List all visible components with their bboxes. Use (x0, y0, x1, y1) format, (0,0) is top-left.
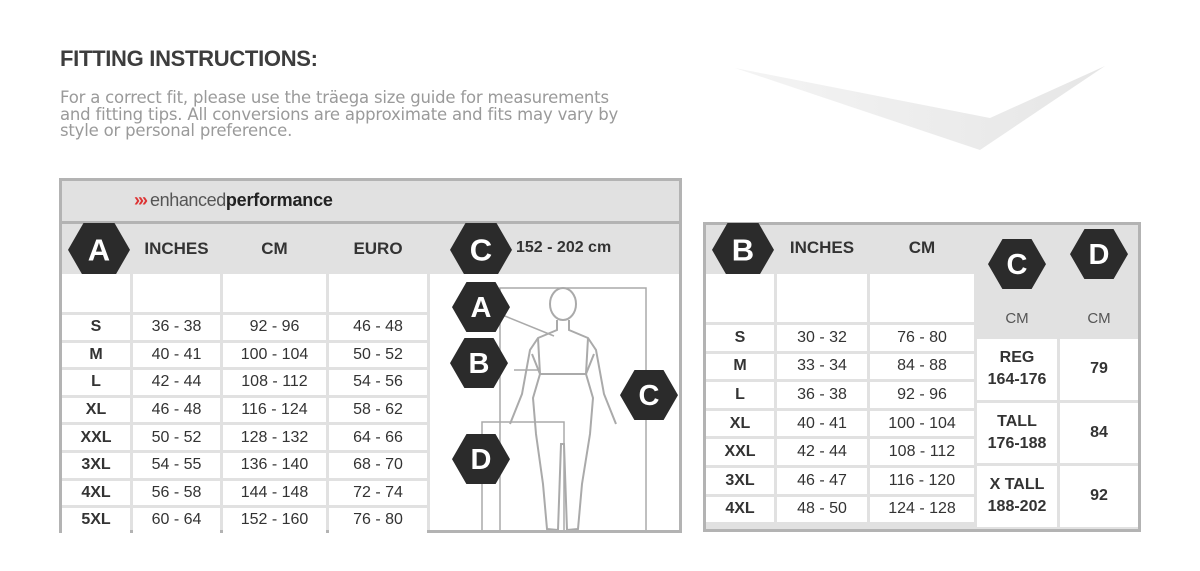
size-label: XL (706, 411, 774, 437)
inseam-value: 92 (1060, 466, 1138, 527)
intro-line-1: For a correct fit, please use the träega size guide for measurements (60, 88, 609, 107)
cm-value: 116 - 124 (223, 398, 326, 423)
inches-value: 48 - 50 (777, 497, 867, 523)
spacer-cell (133, 274, 220, 312)
size-label: 3XL (62, 453, 130, 478)
intro-text (60, 90, 700, 140)
column-header-euro: EURO (329, 227, 427, 271)
column-header-inches: INCHES (777, 225, 867, 271)
figure-badge-c-icon (620, 370, 678, 420)
figure-badge-b-icon (450, 338, 508, 388)
cm-value: 100 - 104 (870, 411, 974, 437)
column-header-cm: CM (223, 227, 326, 271)
inches-value: 36 - 38 (133, 315, 220, 340)
cm-value: 100 - 104 (223, 343, 326, 368)
cm-value: 116 - 120 (870, 468, 974, 494)
cm-value: 128 - 132 (223, 425, 326, 450)
intro-line-3: style or personal preference. (60, 121, 293, 140)
badge-a-icon (68, 223, 130, 277)
euro-value: 68 - 70 (329, 453, 427, 478)
intro-line-2: and fitting tips. All conversions are approximate and fits may vary by (60, 104, 619, 124)
size-label: 5XL (62, 508, 130, 533)
cm-value: 92 - 96 (870, 382, 974, 408)
size-label: XXL (706, 439, 774, 465)
euro-value: 76 - 80 (329, 508, 427, 533)
brand-light-text: enhanced (149, 190, 226, 210)
figure-badge-b-icon-letter: B (468, 347, 490, 380)
size-label: M (62, 343, 130, 368)
leg-length-cell (977, 403, 1057, 464)
inseam-value: 84 (1060, 403, 1138, 464)
brand-banner (62, 181, 679, 224)
unit-cm-c: CM (1005, 309, 1029, 327)
inches-value: 40 - 41 (133, 343, 220, 368)
cm-value: 124 - 128 (870, 497, 974, 523)
inches-value: 40 - 41 (777, 411, 867, 437)
badge-c-icon-letter: C (469, 232, 493, 268)
badge-d-icon (1070, 229, 1128, 279)
euro-value: 58 - 62 (329, 398, 427, 423)
cm-value: 108 - 112 (223, 370, 326, 395)
spacer-cell (870, 274, 974, 322)
inches-value: 30 - 32 (777, 325, 867, 351)
column-header-inches: INCHES (133, 227, 220, 271)
euro-value: 46 - 48 (329, 315, 427, 340)
size-label: 3XL (706, 468, 774, 494)
inches-value: 36 - 38 (777, 382, 867, 408)
euro-value: 64 - 66 (329, 425, 427, 450)
inseam-value: 79 (1060, 339, 1138, 400)
badge-c-icon (450, 223, 512, 277)
inches-value: 50 - 52 (133, 425, 220, 450)
inches-value: 54 - 55 (133, 453, 220, 478)
leg-length-cell (977, 466, 1057, 527)
size-label: XXL (62, 425, 130, 450)
cm-value: 108 - 112 (870, 439, 974, 465)
length-label: TALL (997, 412, 1037, 430)
length-label: X TALL (989, 476, 1045, 494)
cm-value: 136 - 140 (223, 453, 326, 478)
spacer-cell (223, 274, 326, 312)
spacer-cell (777, 274, 867, 322)
cm-value: 76 - 80 (870, 325, 974, 351)
euro-value: 54 - 56 (329, 370, 427, 395)
column-header-cm: CM (870, 225, 974, 271)
badge-a-icon-letter: A (87, 232, 111, 268)
height-range: 152 - 202 cm (516, 239, 612, 256)
figure-badge-c-icon-letter: C (638, 379, 660, 412)
size-label: L (62, 370, 130, 395)
size-label: S (706, 325, 774, 351)
figure-badge-a-icon-letter: A (470, 291, 492, 324)
badge-d-icon-letter: D (1088, 238, 1110, 271)
chevron-icon: ››› (134, 190, 146, 210)
size-label: 4XL (62, 481, 130, 506)
badge-b-icon (712, 223, 774, 277)
spacer-cell (62, 274, 130, 312)
badge-c-right-icon-letter: C (1006, 248, 1028, 281)
inches-value: 33 - 34 (777, 354, 867, 380)
figure-badge-d-icon (452, 434, 510, 484)
page-title: FITTING INSTRUCTIONS: (60, 46, 318, 71)
euro-value: 50 - 52 (329, 343, 427, 368)
badge-c-right-icon (988, 239, 1046, 289)
length-range: 188-202 (987, 498, 1047, 516)
spacer-cell (329, 274, 427, 312)
unit-cm-d: CM (1087, 309, 1111, 327)
euro-value: 72 - 74 (329, 481, 427, 506)
length-range: 164-176 (987, 371, 1047, 389)
cm-value: 92 - 96 (223, 315, 326, 340)
size-label: 4XL (706, 497, 774, 523)
cm-value: 152 - 160 (223, 508, 326, 533)
leg-length-cell (977, 339, 1057, 400)
size-label: XL (62, 398, 130, 423)
length-label: REG (999, 349, 1035, 367)
spacer-cell (706, 274, 774, 322)
badge-b-icon-letter: B (731, 232, 755, 268)
figure-badge-d-icon-letter: D (470, 443, 492, 476)
brand-bold-text: performance (225, 190, 333, 210)
inches-value: 56 - 58 (133, 481, 220, 506)
size-label: S (62, 315, 130, 340)
swoosh-logo-watermark (730, 60, 1110, 160)
inches-value: 60 - 64 (133, 508, 220, 533)
cm-value: 144 - 148 (223, 481, 326, 506)
inches-value: 42 - 44 (133, 370, 220, 395)
size-table-bottoms (703, 222, 1141, 532)
size-label: L (706, 382, 774, 408)
figure-badge-a-icon (452, 282, 510, 332)
cm-value: 84 - 88 (870, 354, 974, 380)
inches-value: 46 - 48 (133, 398, 220, 423)
inches-value: 46 - 47 (777, 468, 867, 494)
inches-value: 42 - 44 (777, 439, 867, 465)
size-label: M (706, 354, 774, 380)
length-range: 176-188 (987, 434, 1047, 452)
size-table-tops (59, 178, 682, 533)
